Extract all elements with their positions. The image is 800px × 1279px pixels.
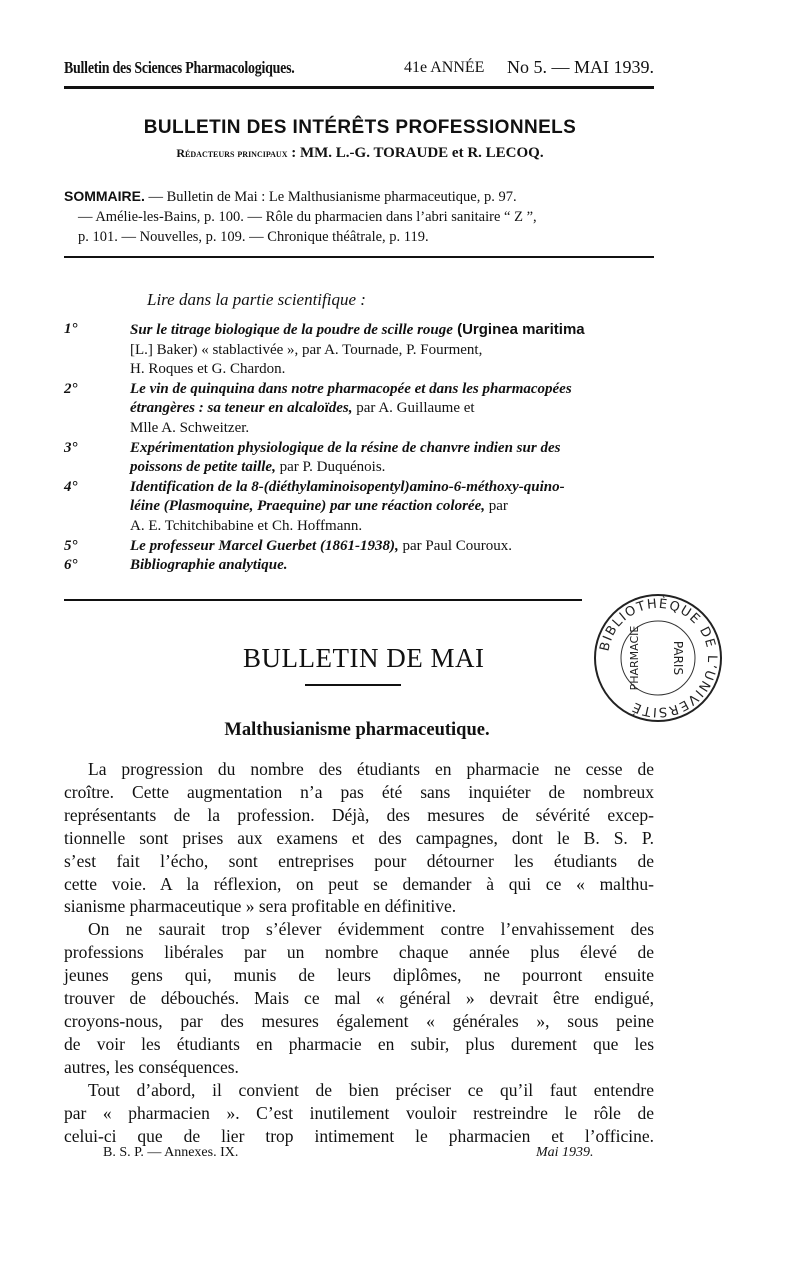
body-line: par « pharmacien ». C’est inutilement vouloir restreindre le rôle de xyxy=(64,1102,654,1123)
body-line: jeunes gens qui, munis de leurs diplômes, ne pourront ensuite xyxy=(64,965,654,986)
list-item: 5° Le professeur Marcel Guerbet (1861-1938), par Paul Couroux. xyxy=(64,537,513,554)
body-line: celui-ci que de lier trop intimement le pharmacien et l’officine. xyxy=(64,1125,654,1146)
header-rule xyxy=(64,86,654,89)
article-section-heading: BULLETIN DE MAI xyxy=(243,643,485,673)
issue-number: No 5. — MAI 1939. xyxy=(507,57,654,77)
summary-line-2: — Amélie-les-Bains, p. 100. — Rôle du pharmacien dans l’abri sanitaire “ Z ”, xyxy=(78,209,537,225)
list-item: 2° Le vin de quinquina dans notre pharmacopée et dans les pharmacopées étrangères : sa teneur en alcaloïdes, par A. Guillaume et Mlle A. Schweitzer. xyxy=(64,380,572,436)
contents-rule xyxy=(64,599,582,601)
stamp-outer-text: BIBLIOTHÈQUE DE L’UNIVERSITÉ xyxy=(597,596,720,720)
body-line: trouver de débouchés. Mais ce mal « général » devrait être endigué, xyxy=(64,988,654,1009)
library-stamp xyxy=(592,592,724,724)
svg-text:BIBLIOTHÈQUE DE L’UNIVERSITÉ xyxy=(597,596,719,719)
body-line: cette voie. A la réflexion, on peut se demander à qui ce « malthu- xyxy=(64,873,654,894)
footer-right: Mai 1939. xyxy=(536,1145,594,1160)
body-line: Tout d’abord, il convient de bien préciser ce qu’il faut entendre xyxy=(88,1079,654,1100)
journal-name: Bulletin des Sciences Pharmacologiques. xyxy=(64,58,295,77)
stamp-middle-text: PHARMACIE xyxy=(628,625,641,691)
body-line: représentants de la profession. Déjà, des mesures de sévérité excep- xyxy=(64,804,654,825)
scientific-contents-list xyxy=(64,320,664,576)
body-line: de voir les étudiants en pharmacie en subir, plus durement que les xyxy=(64,1033,654,1054)
stamp-inner-text: PARIS xyxy=(671,640,685,676)
volume-year: 41e ANNÉE xyxy=(404,59,485,76)
article-title: Malthusianisme pharmaceutique. xyxy=(224,720,490,740)
summary-line-3: p. 101. — Nouvelles, p. 109. — Chronique théâtrale, p. 119. xyxy=(78,229,429,245)
footer-left: B. S. P. — Annexes. IX. xyxy=(103,1145,239,1160)
body-line: On ne saurait trop s’élever évidemment contre l’envahissement des xyxy=(88,919,654,940)
article-body xyxy=(64,758,654,1147)
body-line: tionnelle sont prises aux examens et des campagnes, dont le B. S. P. xyxy=(64,827,654,848)
scientific-part-heading: Lire dans la partie scientifique : xyxy=(147,290,366,309)
summary-rule xyxy=(64,256,654,258)
summary-block xyxy=(64,186,654,247)
summary-line-1: SOMMAIRE. — Bulletin de Mai : Le Malthusianisme pharmaceutique, p. 97. xyxy=(64,188,517,205)
list-item: 6° Bibliographie analytique. xyxy=(64,557,288,574)
body-line: croyons-nous, par des mesures également « générales », sous peine xyxy=(64,1010,654,1031)
list-item: 3° Expérimentation physiologique de la résine de chanvre indien sur des poissons de petite taille, par P. Duquénois. xyxy=(64,439,561,476)
editors-names: : MM. L.-G. TORAUDE et R. LECOQ. xyxy=(287,145,544,161)
body-line: s’est fait l’écho, sont entreprises pour détourner les étudiants de xyxy=(64,850,654,871)
summary-label: SOMMAIRE. xyxy=(64,188,145,204)
body-line: professions libérales par un nombre chaque année plus élevé de xyxy=(64,942,654,963)
list-item: 4° Identification de la 8-(diéthylaminoisopentyl)amino-6-méthoxy-quino- léine (Plasmoquine, Praequine) par une réaction colorée, par A. E. Tchitchibabine et Ch. Hoffmann. xyxy=(64,478,565,534)
editors-line xyxy=(0,145,720,162)
running-header xyxy=(64,56,654,82)
heading-rule xyxy=(305,684,401,686)
section-title: BULLETIN DES INTÉRÊTS PROFESSIONNELS xyxy=(143,117,577,138)
editors-label: Rédacteurs principaux xyxy=(176,146,288,160)
body-line: La progression du nombre des étudiants en pharmacie ne cesse de xyxy=(88,759,654,779)
body-line: croître. Cette augmentation n’a pas été sans inquiéter de nombreux xyxy=(64,781,654,802)
body-line: sianisme pharmaceutique » sera profitable en définitive. xyxy=(64,896,457,917)
list-item: 1° Sur le titrage biologique de la poudre de scille rouge (Urginea maritima [L.] Baker) « stablactivée », par A. Tournade, P. Fourment, H. Roques et G. Chardon. xyxy=(64,321,585,378)
body-line: autres, les conséquences. xyxy=(64,1056,239,1077)
